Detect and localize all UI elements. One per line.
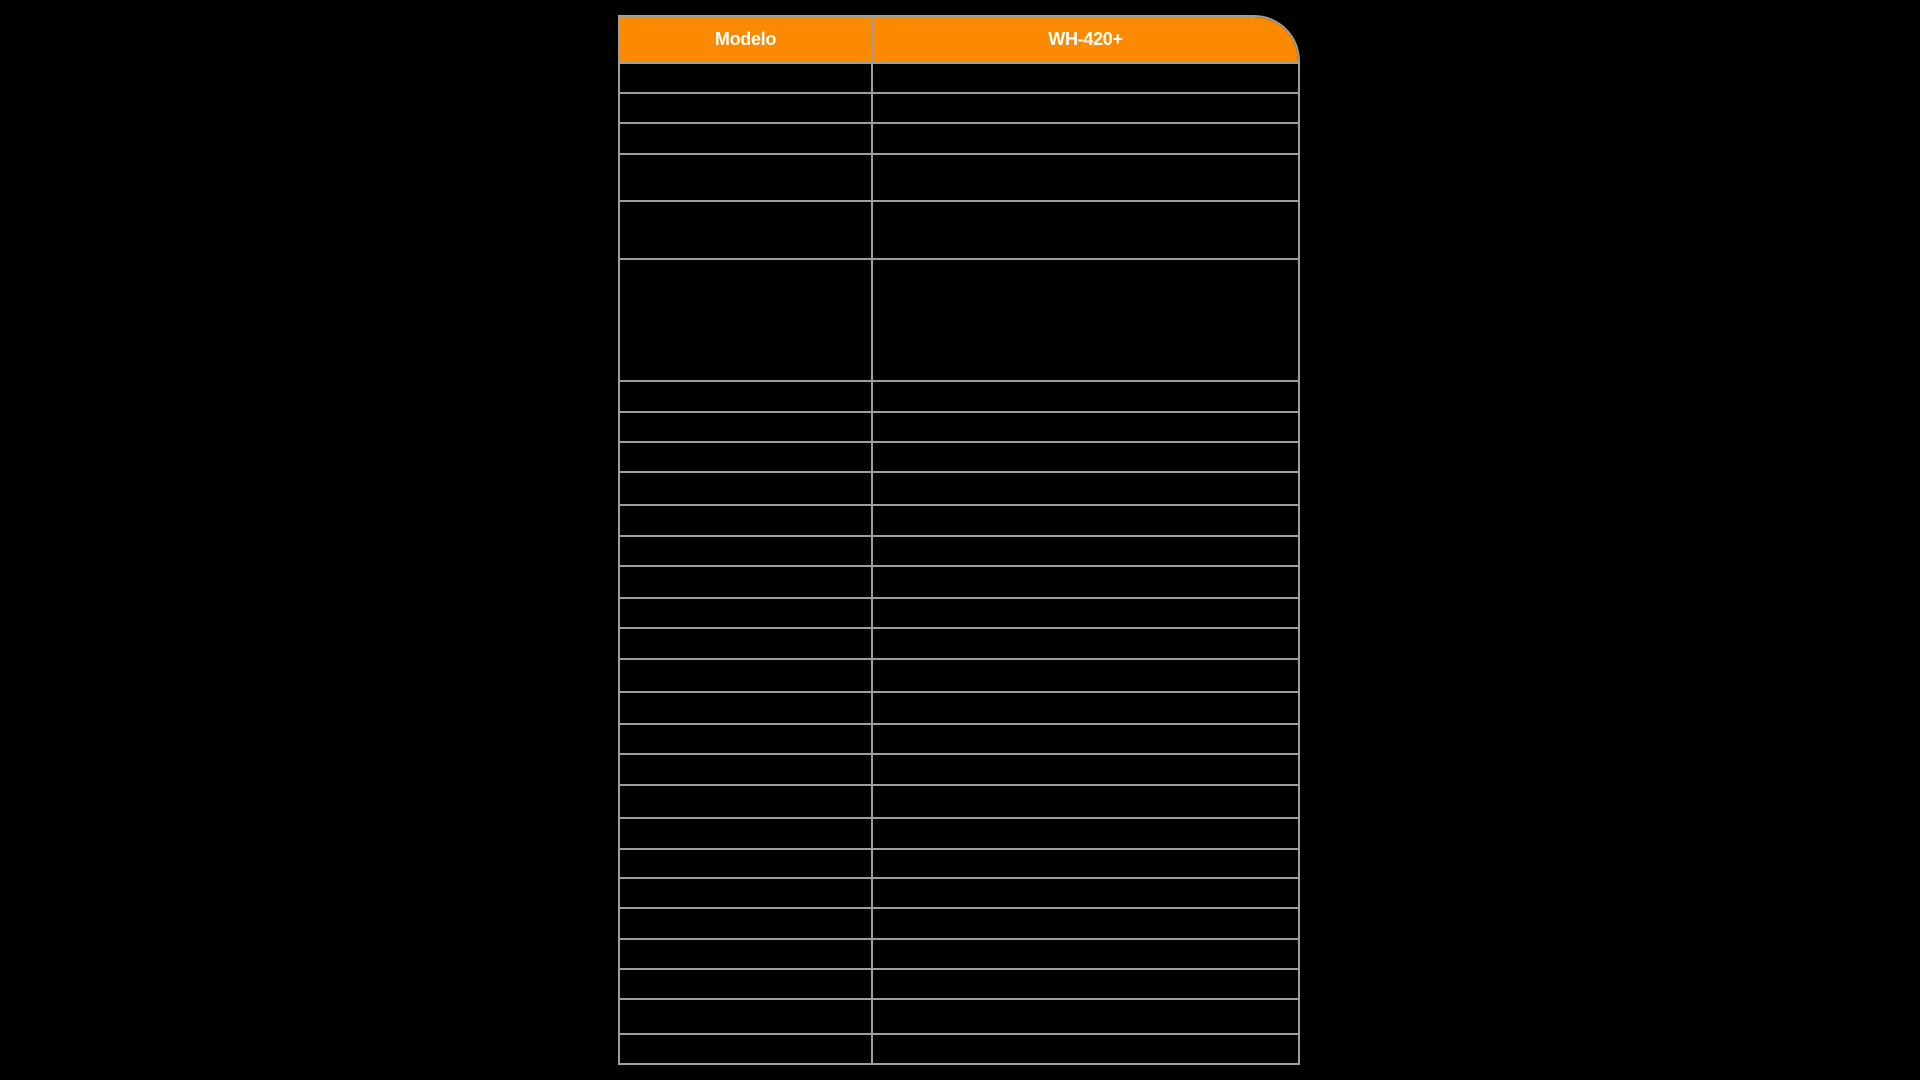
table-row	[620, 660, 1298, 693]
model-cell	[620, 970, 873, 998]
value-cell	[873, 909, 1298, 938]
model-cell	[620, 506, 873, 535]
value-cell	[873, 693, 1298, 723]
model-cell	[620, 567, 873, 597]
value-cell	[873, 567, 1298, 597]
value-cell	[873, 819, 1298, 848]
table-row	[620, 1000, 1298, 1035]
table-row	[620, 506, 1298, 537]
spec-table	[618, 15, 1300, 1065]
model-cell	[620, 202, 873, 258]
value-cell	[873, 940, 1298, 968]
table-row	[620, 537, 1298, 567]
table-row	[620, 567, 1298, 599]
model-cell	[620, 660, 873, 691]
table-row	[620, 909, 1298, 940]
value-cell	[873, 64, 1298, 92]
value-cell	[873, 537, 1298, 565]
table-row	[620, 260, 1298, 382]
table-row	[620, 155, 1298, 202]
header-cell-model-value: WH-420+	[1048, 29, 1123, 49]
table-row	[620, 94, 1298, 124]
model-cell	[620, 1035, 873, 1065]
model-cell	[620, 1000, 873, 1033]
value-cell	[873, 473, 1298, 504]
table-row	[620, 970, 1298, 1000]
value-cell	[873, 155, 1298, 200]
header-cell-modelo: Modelo	[620, 17, 873, 62]
table-body	[620, 64, 1298, 1065]
model-cell	[620, 413, 873, 441]
model-cell	[620, 124, 873, 153]
model-cell	[620, 537, 873, 565]
model-cell	[620, 909, 873, 938]
model-cell	[620, 599, 873, 627]
value-cell	[873, 1035, 1298, 1065]
value-cell	[873, 506, 1298, 535]
table-row	[620, 382, 1298, 413]
value-cell	[873, 725, 1298, 753]
table-row	[620, 599, 1298, 629]
model-cell	[620, 819, 873, 848]
table-row	[620, 850, 1298, 879]
model-cell	[620, 382, 873, 411]
table-row	[620, 819, 1298, 850]
model-cell	[620, 94, 873, 122]
value-cell	[873, 443, 1298, 471]
value-cell	[873, 1000, 1298, 1033]
table-row	[620, 473, 1298, 506]
table-row	[620, 1035, 1298, 1065]
value-cell	[873, 94, 1298, 122]
table-row	[620, 413, 1298, 443]
table-row	[620, 725, 1298, 755]
value-cell	[873, 382, 1298, 411]
model-cell	[620, 629, 873, 658]
table-row	[620, 879, 1298, 909]
table-row	[620, 202, 1298, 260]
value-cell	[873, 599, 1298, 627]
table-row	[620, 124, 1298, 155]
model-cell	[620, 879, 873, 907]
table-row	[620, 940, 1298, 970]
value-cell	[873, 786, 1298, 817]
table-row	[620, 693, 1298, 725]
value-cell	[873, 202, 1298, 258]
value-cell	[873, 660, 1298, 691]
value-cell	[873, 970, 1298, 998]
model-cell	[620, 786, 873, 817]
value-cell	[873, 850, 1298, 877]
model-cell	[620, 260, 873, 380]
model-cell	[620, 64, 873, 92]
value-cell	[873, 260, 1298, 380]
model-cell	[620, 443, 873, 471]
table-header-row	[620, 17, 1298, 64]
value-cell	[873, 629, 1298, 658]
model-cell	[620, 473, 873, 504]
table-row	[620, 443, 1298, 473]
model-cell	[620, 850, 873, 877]
model-cell	[620, 755, 873, 784]
model-cell	[620, 725, 873, 753]
model-cell	[620, 693, 873, 723]
model-cell	[620, 155, 873, 200]
table-row	[620, 64, 1298, 94]
table-row	[620, 755, 1298, 786]
value-cell	[873, 755, 1298, 784]
value-cell	[873, 413, 1298, 441]
table-row	[620, 786, 1298, 819]
value-cell	[873, 124, 1298, 153]
model-cell	[620, 940, 873, 968]
value-cell	[873, 879, 1298, 907]
table-row	[620, 629, 1298, 660]
